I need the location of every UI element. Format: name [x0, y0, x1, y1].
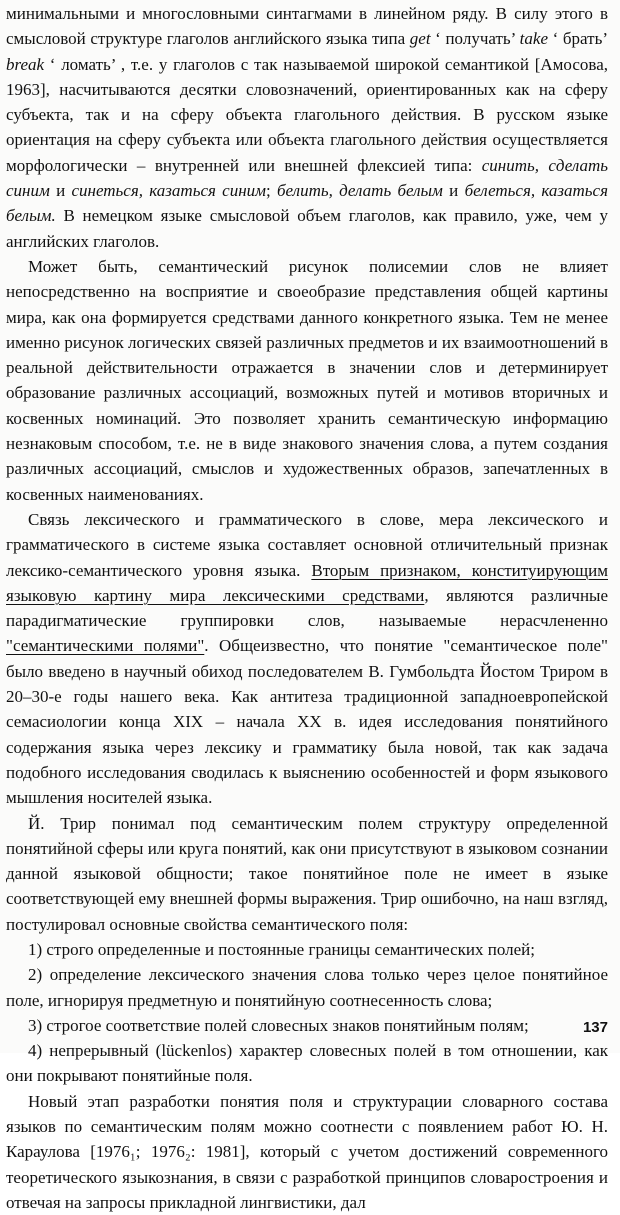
p1-example-4: белеться, казаться белым.: [6, 181, 608, 226]
p1-text-b: ‘ получать’: [430, 29, 520, 49]
p1-text-c: ‘ брать’: [548, 29, 608, 49]
p3-text-a: Связь лексического и грамматического в слове, мера лексического и грамматического в системе языка составляет основной отличительный признак лексико-семантического уровня языка.: [6, 509, 608, 580]
page-number: 137: [582, 1019, 608, 1036]
p1-text-e2: и: [49, 181, 72, 201]
p1-example-1: синить, сделать синим: [6, 155, 608, 201]
p1-text-e6: и: [442, 181, 465, 201]
paragraph-5: Новый этап разработки понятия поля и структурации словарного состава языков по семантическим полям можно соотнести с появлением работ Ю. Н. Караулова [1976₁; 1976₂: 1981], который с учетом достижений современного теоретического языкознания, в связи с разработкой принципов словаростроения и отвечая на запросы прикладной лингвистики, дал: [6, 1091, 608, 1212]
p3-text-c: . Общеизвестно, что понятие "семантическое поле" было введено в научный обиход последователем В. Гумбольдта Йостом Триром в 20–30-е годы нашего века. Как антитеза традиционной западноевропейской семасиологии конца XIX – начала XX в. идея исследования понятийного содержания языка через лексику и грамматику была новой, так как задача подобного исследования сводилась к выяснению особенностей и форм языкового мышления носителей языка.: [6, 636, 608, 808]
p1-example-2: синеться, казаться синим: [71, 181, 266, 201]
paragraph-2: Может быть, семантический рисунок полисемии слов не влияет непосредственно на восприятие и своеобразие представления общей картины мира, как она формируется средствами данного конкретного языка. Тем не менее именно рисунок логических связей различных предметов и их взаимоотношений в реальной действительности отражается в значении слов и детерминирует образование различных ассоциаций, возможных путей и мотивов вторичных и косвенных номинаций. Это позволяет хранить семантическую информацию незнаковым способом, т.е. не в виде знакового значения слова, а путем создания различных ассоциаций, смыслов и художественных образов, запечатленных в косвенных наименованиях.: [6, 256, 608, 504]
p3-underlined-1: Вторым признаком, конституирующим языковую картину мира лексическими средствами: [6, 560, 608, 605]
list-item-3: 3) строгое соответствие полей словесных знаков понятийным полям;: [28, 1015, 529, 1035]
paragraph-1: [6, 1, 608, 254]
p1-text-e4: ;: [266, 181, 277, 201]
paragraph-4: Й. Трир понимал под семантическим полем структуру определенной понятийной сферы или круга понятий, как они присутствуют в языковом сознании данной языковой общности; такое понятийное поле не имеет в языке соответствующей ему внешней формы выражения. Трир ошибочно, на наш взгляд, постулировал основные свойства семантического поля:: [6, 813, 608, 934]
list-item-1: 1) строго определенные и постоянные границы семантических полей;: [28, 939, 535, 959]
p3-text-b: , являются различные парадигматические группировки слов, называемые нерасчлененно: [6, 585, 609, 631]
body-text: [6, 1, 608, 1215]
p1-example-3: белить, делать белым: [277, 181, 443, 201]
list-item-4: 4) непрерывный (lückenlos) характер словесных полей в том отношении, как они покрывают понятийные поля.: [6, 1041, 608, 1086]
p1-text-d: ‘ ломать’ , т.е. у глаголов с так называемой широкой семантикой [Амосова, 1963], насчитываются десятки словозначений, ориентированных как на сферу субъекта, так и на сферу объекта глагольного действия. В русском языке ориентация на сферу субъекта или объекта глагольного действия осуществляется морфологически – внутренней или внешней флексией типа:: [6, 54, 608, 175]
p1-term-get: get: [409, 29, 431, 49]
p1-term-take: take: [519, 29, 548, 49]
p1-text-a: минимальными и многословными синтагмами в линейном ряду. В силу этого в смысловой структуре глаголов английского языка типа: [6, 4, 608, 49]
p1-text-f: В немецком языке смысловой объем глаголов, как правило, уже, чем у английских глаголов.: [6, 206, 608, 251]
p3-underlined-2: "семантическими полями": [6, 636, 205, 656]
paragraph-3: [6, 507, 608, 811]
list-item-2: 2) определение лексического значения слова только через целое понятийное поле, игнорируя предметную и понятийную соотнесенность слова;: [6, 965, 608, 1010]
p1-term-break: break: [6, 54, 45, 74]
